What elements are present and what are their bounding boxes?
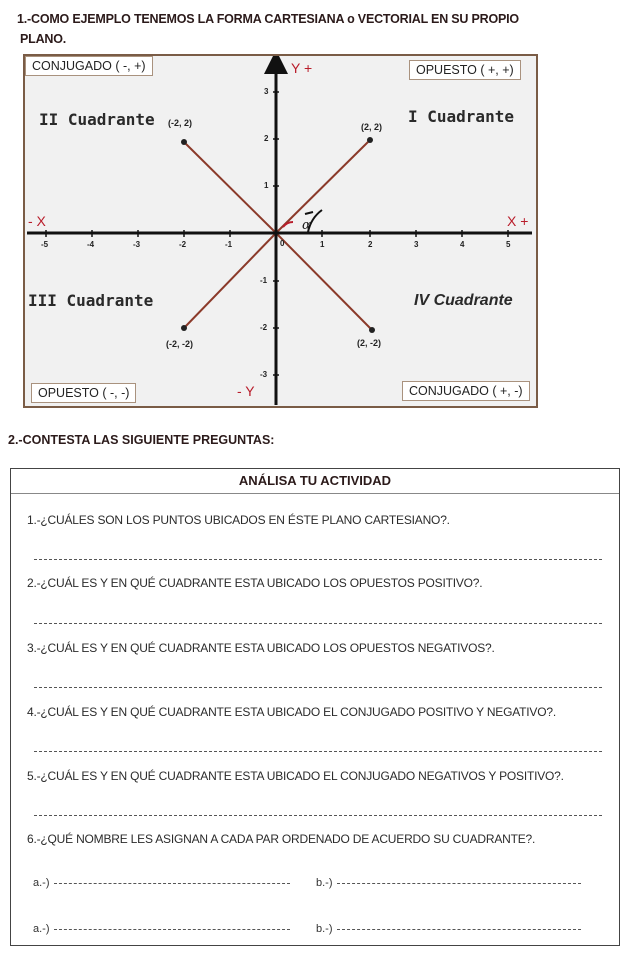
x-tick-label: 0 xyxy=(280,239,285,248)
page-title xyxy=(17,9,597,49)
x-tick-label: -2 xyxy=(179,240,187,249)
label-conjugado-bottom-right: CONJUGADO ( +, -) xyxy=(402,381,530,401)
question-2: 2.-¿CUÁL ES Y EN QUÉ CUADRANTE ESTA UBICADO LOS OPUESTOS POSITIVO?. xyxy=(27,576,483,590)
question-1: 1.-¿CUÁLES SON LOS PUNTOS UBICADOS EN ÉSTE PLANO CARTESIANO?. xyxy=(27,513,450,527)
y-tick-label: 2 xyxy=(264,134,269,143)
angle-alpha-label: α xyxy=(302,218,311,233)
x-tick-label: 2 xyxy=(368,240,373,249)
answer-a-2[interactable] xyxy=(33,923,290,935)
y-tick-label: -1 xyxy=(260,276,268,285)
label-opuesto-bottom-left: OPUESTO ( -, -) xyxy=(31,383,136,403)
answer-a-label: a.-) xyxy=(33,923,50,935)
x-tick-label: 5 xyxy=(506,240,511,249)
label-conjugado-top-left: CONJUGADO ( -, +) xyxy=(25,56,153,76)
quadrant-iv-label: IV Cuadrante xyxy=(414,292,513,309)
point-label: (-2, -2) xyxy=(166,339,193,349)
answer-a-line[interactable] xyxy=(54,929,290,930)
question-3: 3.-¿CUÁL ES Y EN QUÉ CUADRANTE ESTA UBICADO LOS OPUESTOS NEGATIVOS?. xyxy=(27,641,495,655)
y-tick-label: -2 xyxy=(260,323,268,332)
answer-a-label: a.-) xyxy=(33,877,50,889)
x-negative-label: - X xyxy=(28,213,46,229)
point-q4 xyxy=(369,327,375,333)
y-tick-label: 3 xyxy=(264,87,269,96)
title-line-1: 1.-COMO EJEMPLO TENEMOS LA FORMA CARTESIANA o VECTORIAL EN SU PROPIO xyxy=(17,12,519,26)
x-tick-label: -5 xyxy=(41,240,49,249)
y-negative-label: - Y xyxy=(237,383,255,399)
question-4: 4.-¿CUÁL ES Y EN QUÉ CUADRANTE ESTA UBICADO EL CONJUGADO POSITIVO Y NEGATIVO?. xyxy=(27,705,556,719)
x-tick-label: 1 xyxy=(320,240,325,249)
x-tick-label: -1 xyxy=(225,240,233,249)
vector-q2 xyxy=(184,142,276,233)
answer-a-line[interactable] xyxy=(54,883,290,884)
answer-b-2[interactable] xyxy=(316,923,581,935)
answer-line-5[interactable] xyxy=(34,815,602,816)
point-label: (2, 2) xyxy=(361,122,383,132)
x-tick-label: 3 xyxy=(414,240,419,249)
x-tick-label: -3 xyxy=(133,240,141,249)
point-q1 xyxy=(367,137,373,143)
title-line-2: PLANO. xyxy=(20,32,67,46)
x-positive-label: X + xyxy=(507,213,529,229)
answer-b-line[interactable] xyxy=(337,883,581,884)
activity-box xyxy=(10,468,620,946)
answer-line-1[interactable] xyxy=(34,559,602,560)
y-tick-label: 1 xyxy=(264,181,269,190)
vector-q1 xyxy=(276,140,370,233)
point-q2 xyxy=(181,139,187,145)
answer-b-1[interactable] xyxy=(316,877,581,889)
y-positive-label: Y + xyxy=(291,60,313,76)
answer-line-3[interactable] xyxy=(34,687,602,688)
answer-a-1[interactable] xyxy=(33,877,290,889)
label-opuesto-top-right: OPUESTO ( +, +) xyxy=(409,60,521,80)
answer-b-line[interactable] xyxy=(337,929,581,930)
point-label: (-2, 2) xyxy=(168,118,193,128)
question-6: 6.-¿QUÉ NOMBRE LES ASIGNAN A CADA PAR ORDENADO DE ACUERDO SU CUADRANTE?. xyxy=(27,832,536,846)
point-label: (2, -2) xyxy=(357,338,382,348)
cartesian-plane xyxy=(23,54,538,408)
answer-line-2[interactable] xyxy=(34,623,602,624)
answer-b-label: b.-) xyxy=(316,923,333,935)
quadrant-iii-label: III Cuadrante xyxy=(28,291,154,310)
x-tick-label: -4 xyxy=(87,240,95,249)
point-q3 xyxy=(181,325,187,331)
x-tick-label: 4 xyxy=(460,240,465,249)
section-2-title: 2.-CONTESTA LAS SIGUIENTE PREGUNTAS: xyxy=(8,433,275,447)
answer-b-label: b.-) xyxy=(316,877,333,889)
question-5: 5.-¿CUÁL ES Y EN QUÉ CUADRANTE ESTA UBICADO EL CONJUGADO NEGATIVOS Y POSITIVO?. xyxy=(27,769,564,783)
y-tick-label: -3 xyxy=(260,370,268,379)
quadrant-i-label: I Cuadrante xyxy=(408,107,514,126)
quadrant-ii-label: II Cuadrante xyxy=(39,110,155,129)
answer-line-4[interactable] xyxy=(34,751,602,752)
activity-heading: ANÁLISA TU ACTIVIDAD xyxy=(11,469,619,494)
